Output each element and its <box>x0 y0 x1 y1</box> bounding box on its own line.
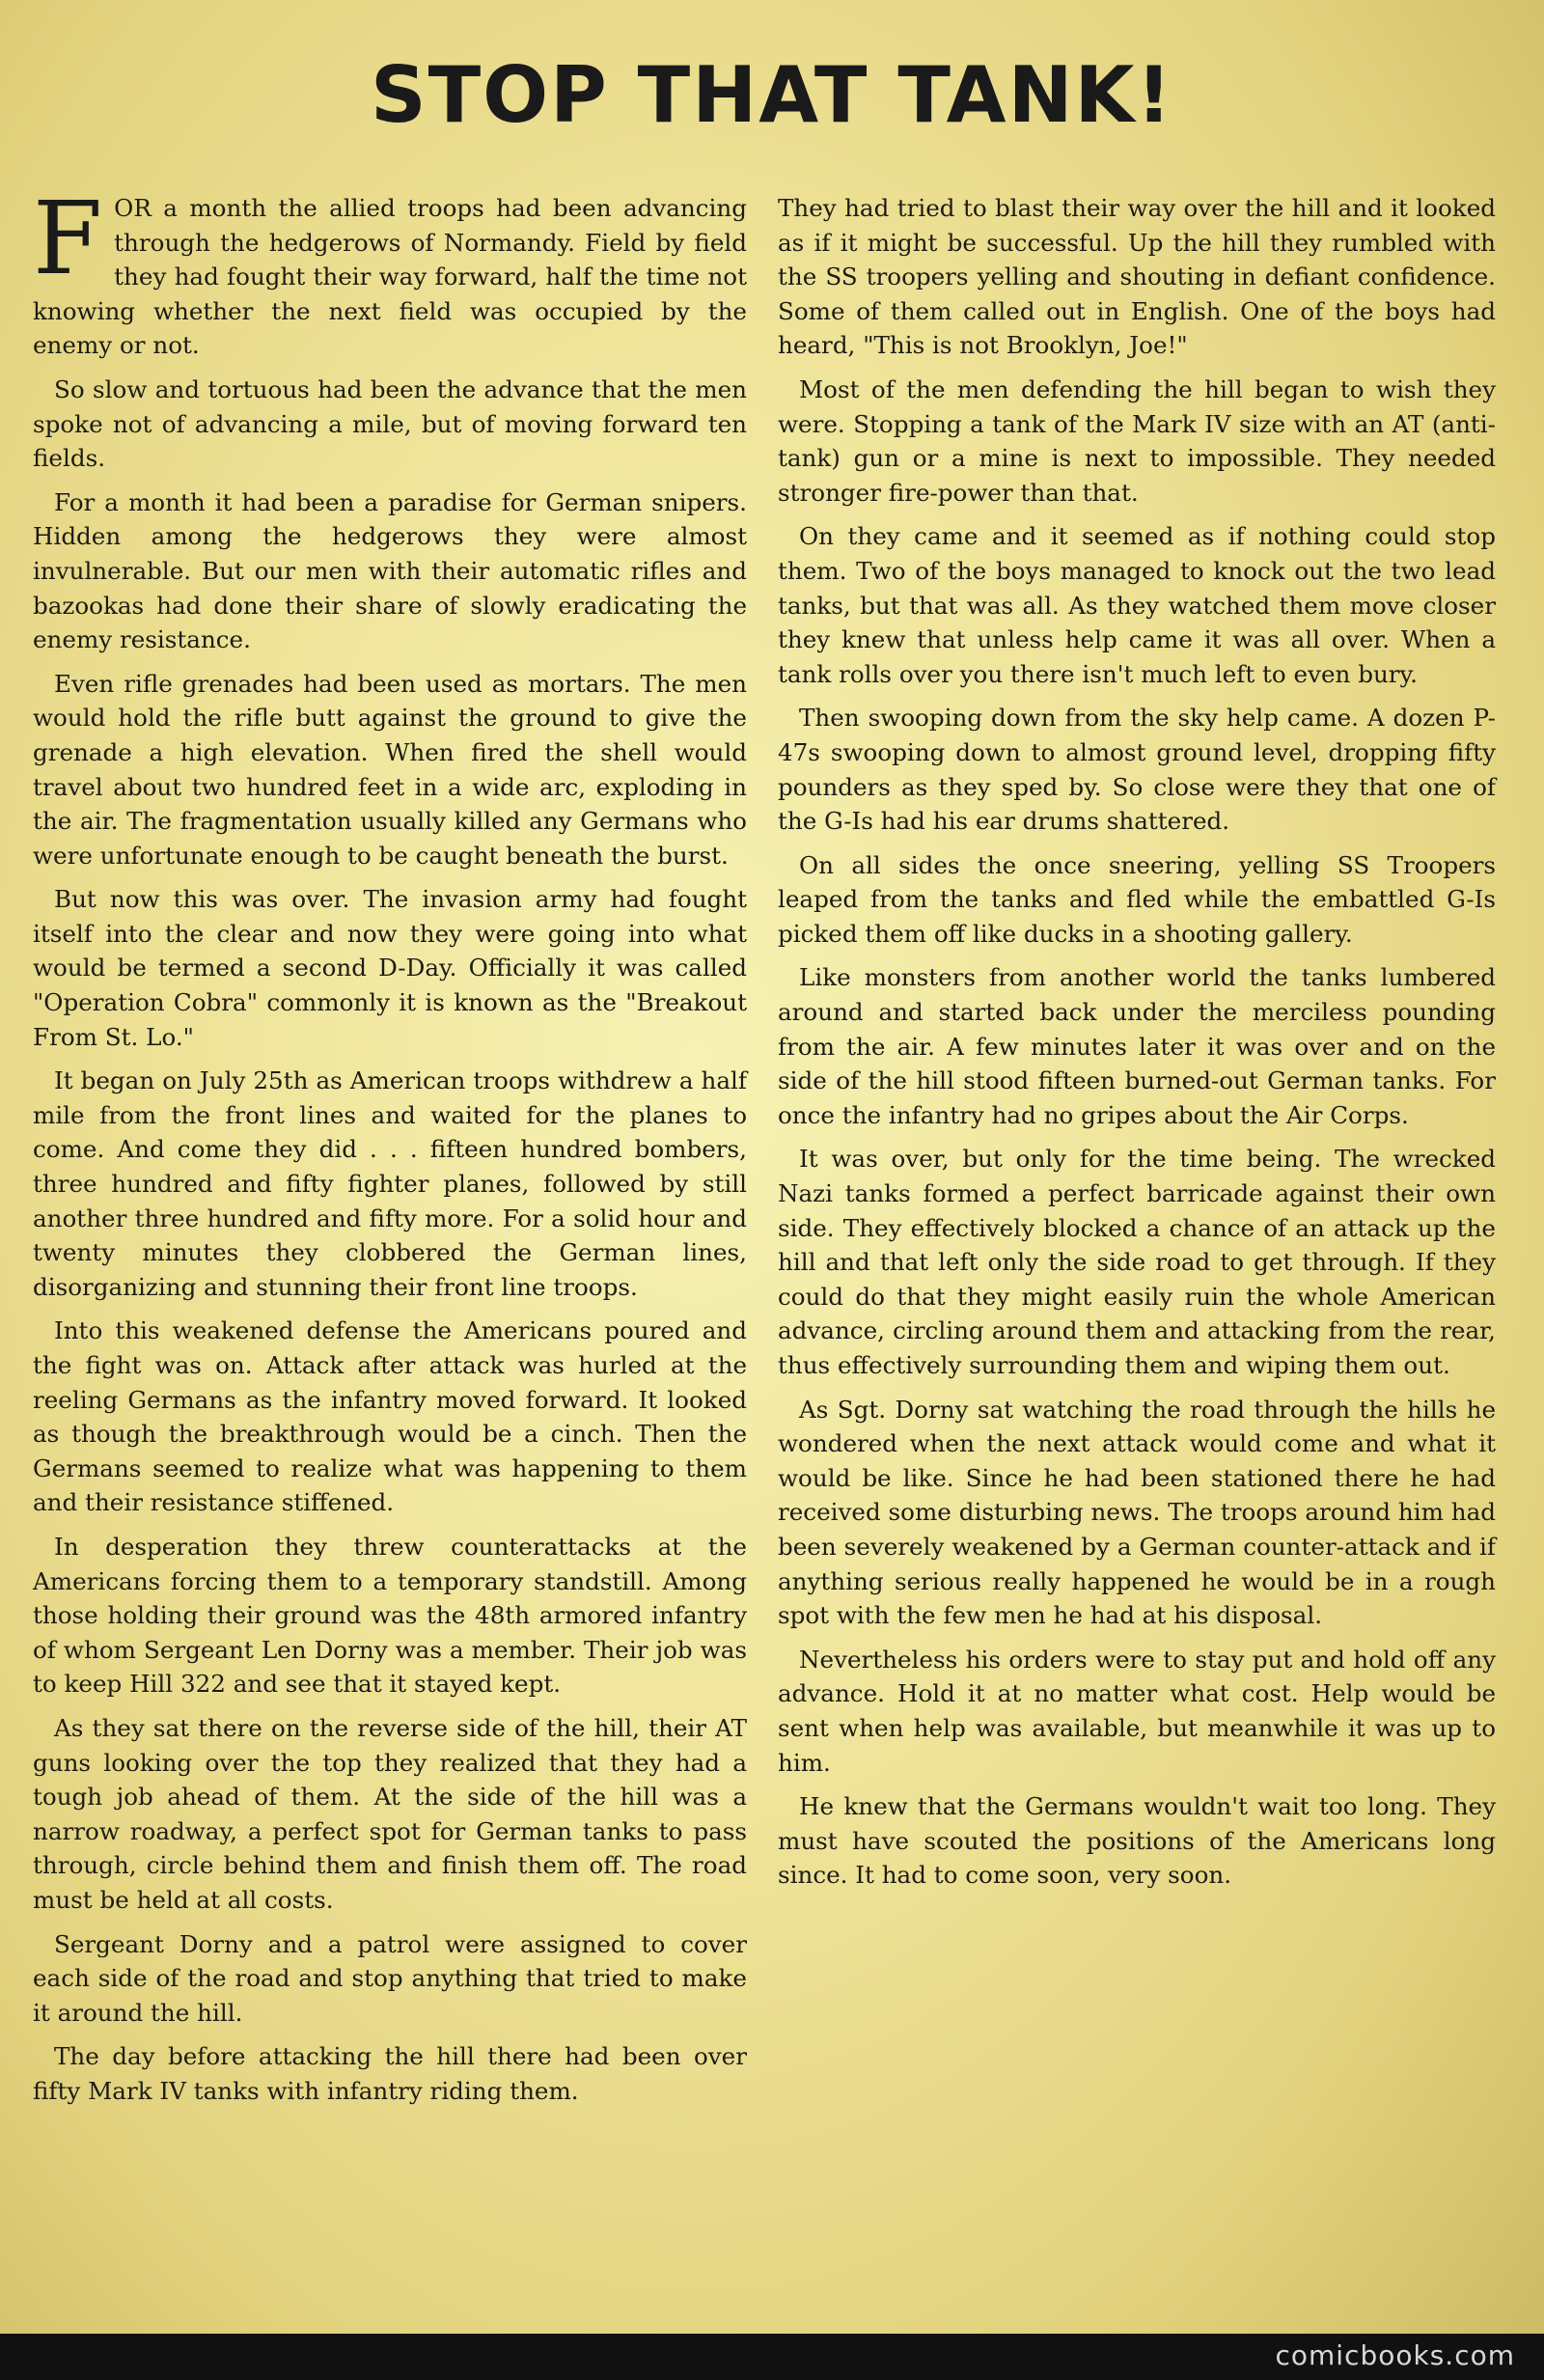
paragraph: But now this was over. The invasion army had fought itself into the clear and now they were going into what would be termed a second D-Day. Officially it was called "Operation Cobra" commonly it is known as the "Breakout From St. Lo." <box>33 885 747 1051</box>
paragraph: It was over, but only for the time being. The wrecked Nazi tanks formed a perfect barricade against their own side. They effectively blocked a chance of an attack up the hill and that left only the side road to get through. If they could do that they might easily ruin the whole American advance, circling around them and attacking from the rear, thus effectively surrounding them and wiping them out. <box>778 1145 1496 1379</box>
paragraph: Even rifle grenades had been used as mortars. The men would hold the rifle butt against the ground to give the grenade a high elevation. When fired the shell would travel about two hundred feet in a wide arc, exploding in the air. The fragmentation usually killed any Germans who were unfortunate enough to be caught beneath the burst. <box>33 669 747 870</box>
paragraph-text: OR a month the allied troops had been advancing through the hedgerows of Normandy. Field by field they had fought their way forward, half the time not knowing whether the next field was occupied by the enemy or not. <box>33 194 747 360</box>
paragraph: On they came and it seemed as if nothing could stop them. Two of the boys managed to knock out the two lead tanks, but that was all. As they watched them move closer they knew that unless help came it was all over. When a tank rolls over you there isn't much left to even bury. <box>778 522 1496 688</box>
paragraph: It began on July 25th as American troops withdrew a half mile from the front lines and waited for the planes to come. And come they did . . . fifteen hundred bombers, three hundred and fifty fighter planes, followed by still another three hundred and fifty more. For a solid hour and twenty minutes they clobbered the German lines, disorganizing and stunning their front line troops. <box>33 1066 747 1301</box>
left-text-column <box>33 180 747 2117</box>
paragraph <box>33 180 747 363</box>
paragraph: Sergeant Dorny and a patrol were assigned to cover each side of the road and stop anything that tried to make it around the hill. <box>33 1929 747 2027</box>
paragraph: Like monsters from another world the tanks lumbered around and started back under the merciless pounding from the air. A few minutes later it was over and on the side of the hill stood fifteen burned-out German tanks. For once the infantry had no gripes about the Air Corps. <box>778 963 1496 1129</box>
story-title: STOP THAT TANK! <box>370 50 1174 140</box>
paragraph: So slow and tortuous had been the advance that the men spoke not of advancing a mile, but of moving forward ten fields. <box>33 374 747 473</box>
paragraph: Then swooping down from the sky help came. A dozen P-47s swooping down to almost ground level, dropping fifty pounders as they sped by. So close were they that one of the G-Is had his ear drums shattered. <box>778 704 1496 836</box>
paragraph: As Sgt. Dorny sat watching the road through the hills he wondered when the next attack would come and what it would be like. Since he had been stationed there he had received some disturbing news. The troops around him had been severely weakened by a German counter-attack and if anything serious really happened he would be in a rough spot with the few men he had at his disposal. <box>778 1395 1496 1630</box>
drop-cap: F <box>33 180 103 297</box>
paragraph: As they sat there on the reverse side of the hill, their AT guns looking over the top they realized that they had a tough job ahead of them. At the side of the hill was a narrow roadway, a perfect spot for German tanks to pass through, circle behind them and finish them off. The road must be held at all costs. <box>33 1713 747 1914</box>
paragraph: In desperation they threw counterattacks at the Americans forcing them to a temporary standstill. Among those holding their ground was the 48th armored infantry of whom Sergeant Len Dorny was a member. Their job was to keep Hill 322 and see that it stayed kept. <box>33 1532 747 1699</box>
site-watermark: comicbooks.com <box>1275 2339 1515 2371</box>
paragraph: For a month it had been a paradise for German snipers. Hidden among the hedgerows they were almost invulnerable. But our men with their automatic rifles and bazookas had done their share of slowly eradicating the enemy resistance. <box>33 487 747 654</box>
paragraph: He knew that the Germans wouldn't wait too long. They must have scouted the positions of the Americans long since. It had to come soon, very soon. <box>778 1792 1496 1890</box>
paragraph: Most of the men defending the hill began to wish they were. Stopping a tank of the Mark IV size with an AT (anti-tank) gun or a mine is next to impossible. They needed stronger fire-power than that. <box>778 374 1496 507</box>
paragraph: They had tried to blast their way over the hill and it looked as if it might be successful. Up the hill they rumbled with the SS troopers yelling and shouting in defiant confidence. Some of them called out in English. One of the boys had heard, "This is not Brooklyn, Joe!" <box>778 194 1496 360</box>
paragraph: Into this weakened defense the Americans poured and the fight was on. Attack after attack was hurled at the reeling Germans as the infantry moved forward. It looked as though the breakthrough would be a cinch. Then the Germans seemed to realize what was happening to them and their resistance stiffened. <box>33 1316 747 1517</box>
paragraph: The day before attacking the hill there had been over fifty Mark IV tanks with infantry riding them. <box>33 2042 747 2105</box>
paragraph: On all sides the once sneering, yelling SS Troopers leaped from the tanks and fled while the embattled G-Is picked them off like ducks in a shooting gallery. <box>778 850 1496 948</box>
paragraph: Nevertheless his orders were to stay put and hold off any advance. Hold it at no matter what cost. Help would be sent when help was available, but meanwhile it was up to him. <box>778 1645 1496 1777</box>
right-text-column <box>778 191 1496 1902</box>
